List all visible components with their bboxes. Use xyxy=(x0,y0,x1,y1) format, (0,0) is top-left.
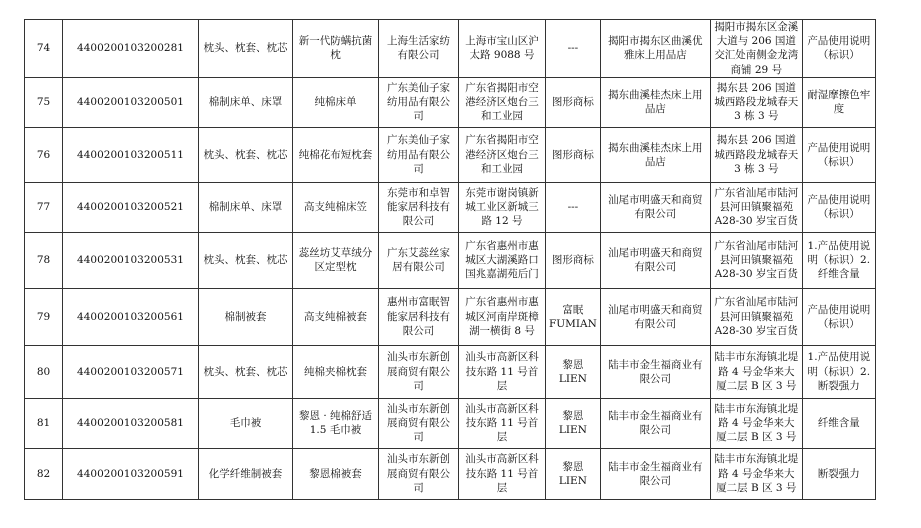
seller-address: 陆丰市东海镇北堤路 4 号金华来大厦二层 B 区 3 号 xyxy=(710,345,802,398)
product-name: 纯棉床单 xyxy=(293,77,379,127)
seller-name: 陆丰市金生福商业有限公司 xyxy=(600,448,710,499)
producer-address: 汕头市高新区科技东路 11 号首层 xyxy=(459,398,546,448)
nonconforming-item: 1.产品使用说明（标识）2.断裂强力 xyxy=(802,345,875,398)
table-row xyxy=(25,448,876,499)
trademark: 富眠 FUMIAN xyxy=(546,288,601,345)
product-category: 枕头、枕套、枕芯 xyxy=(199,345,293,398)
producer-name: 汕头市东新创展商贸有限公司 xyxy=(379,398,459,448)
nonconforming-item: 断裂强力 xyxy=(802,448,875,499)
seller-address: 广东省汕尾市陆河县河田镇聚福苑 A28-30 岁宝百货 xyxy=(710,288,802,345)
table-row xyxy=(25,77,876,127)
product-name: 纯棉花布短枕套 xyxy=(293,127,379,182)
trademark: 图形商标 xyxy=(546,127,601,182)
product-name: 纯棉夹棉枕套 xyxy=(293,345,379,398)
inspection-results-table xyxy=(24,19,876,500)
product-name: 黎恩 · 纯棉舒适 1.5 毛巾被 xyxy=(293,398,379,448)
trademark: 黎恩 LIEN xyxy=(546,398,601,448)
product-category: 棉制床单、床罩 xyxy=(199,182,293,232)
product-category: 化学纤维制被套 xyxy=(199,448,293,499)
product-name: 蕊丝坊艾草绒分区定型枕 xyxy=(293,232,379,288)
sample-code: 4400200103200521 xyxy=(63,182,199,232)
producer-name: 上海生活家纺有限公司 xyxy=(379,20,459,78)
row-number: 75 xyxy=(25,77,63,127)
sample-code: 4400200103200581 xyxy=(63,398,199,448)
table-row xyxy=(25,288,876,345)
nonconforming-item: 产品使用说明（标识） xyxy=(802,182,875,232)
product-category: 棉制被套 xyxy=(199,288,293,345)
seller-name: 揭阳市揭东区曲溪优雅床上用品店 xyxy=(600,20,710,78)
sample-code: 4400200103200501 xyxy=(63,77,199,127)
seller-name: 陆丰市金生福商业有限公司 xyxy=(600,398,710,448)
product-name: 高支纯棉床笠 xyxy=(293,182,379,232)
product-category: 棉制床单、床罩 xyxy=(199,77,293,127)
sample-code: 4400200103200571 xyxy=(63,345,199,398)
nonconforming-item: 产品使用说明（标识） xyxy=(802,20,875,78)
trademark: 黎恩 LIEN xyxy=(546,345,601,398)
product-name: 高支纯棉被套 xyxy=(293,288,379,345)
seller-name: 汕尾市明盛天和商贸有限公司 xyxy=(600,232,710,288)
producer-address: 汕头市高新区科技东路 11 号首层 xyxy=(459,345,546,398)
table-row xyxy=(25,232,876,288)
producer-name: 东莞市和卓智能家居科技有限公司 xyxy=(379,182,459,232)
nonconforming-item: 1.产品使用说明（标识）2.纤维含量 xyxy=(802,232,875,288)
product-category: 毛巾被 xyxy=(199,398,293,448)
seller-address: 广东省汕尾市陆河县河田镇聚福苑 A28-30 岁宝百货 xyxy=(710,182,802,232)
seller-name: 陆丰市金生福商业有限公司 xyxy=(600,345,710,398)
producer-name: 广东美仙子家纺用品有限公司 xyxy=(379,77,459,127)
sample-code: 4400200103200561 xyxy=(63,288,199,345)
nonconforming-item: 产品使用说明（标识） xyxy=(802,288,875,345)
producer-name: 广东艾蕊丝家居有限公司 xyxy=(379,232,459,288)
seller-name: 汕尾市明盛天和商贸有限公司 xyxy=(600,288,710,345)
product-name: 新一代防螨抗菌枕 xyxy=(293,20,379,78)
nonconforming-item: 耐湿摩擦色牢度 xyxy=(802,77,875,127)
seller-address: 陆丰市东海镇北堤路 4 号金华来大厦二层 B 区 3 号 xyxy=(710,398,802,448)
producer-address: 汕头市高新区科技东路 11 号首层 xyxy=(459,448,546,499)
producer-name: 汕头市东新创展商贸有限公司 xyxy=(379,345,459,398)
seller-name: 揭东曲溪桂杰床上用品店 xyxy=(600,77,710,127)
sample-code: 4400200103200511 xyxy=(63,127,199,182)
producer-name: 广东美仙子家纺用品有限公司 xyxy=(379,127,459,182)
trademark: 图形商标 xyxy=(546,232,601,288)
product-category: 枕头、枕套、枕芯 xyxy=(199,232,293,288)
producer-address: 上海市宝山区沪太路 9088 号 xyxy=(459,20,546,78)
trademark: 图形商标 xyxy=(546,77,601,127)
nonconforming-item: 产品使用说明（标识） xyxy=(802,127,875,182)
nonconforming-item: 纤维含量 xyxy=(802,398,875,448)
seller-address: 广东省汕尾市陆河县河田镇聚福苑 A28-30 岁宝百货 xyxy=(710,232,802,288)
trademark: --- xyxy=(546,20,601,78)
table-row xyxy=(25,127,876,182)
table-row xyxy=(25,345,876,398)
producer-name: 惠州市富眠智能家居科技有限公司 xyxy=(379,288,459,345)
producer-address: 东莞市谢岗镇新城工业区新城三路 12 号 xyxy=(459,182,546,232)
row-number: 82 xyxy=(25,448,63,499)
trademark: 黎恩 LIEN xyxy=(546,448,601,499)
row-number: 77 xyxy=(25,182,63,232)
producer-address: 广东省惠州市惠城区河南岸斑樟湖一横街 8 号 xyxy=(459,288,546,345)
seller-address: 揭阳市揭东区金溪大道与 206 国道交汇处南侧金龙湾商铺 29 号 xyxy=(710,20,802,78)
row-number: 78 xyxy=(25,232,63,288)
table-row xyxy=(25,182,876,232)
sample-code: 4400200103200591 xyxy=(63,448,199,499)
sample-code: 4400200103200281 xyxy=(63,20,199,78)
seller-address: 揭东县 206 国道城西路段龙城春天 3 栋 3 号 xyxy=(710,127,802,182)
producer-address: 广东省揭阳市空港经济区炮台三和工业园 xyxy=(459,127,546,182)
row-number: 74 xyxy=(25,20,63,78)
row-number: 76 xyxy=(25,127,63,182)
product-category: 枕头、枕套、枕芯 xyxy=(199,127,293,182)
sample-code: 4400200103200531 xyxy=(63,232,199,288)
table-row xyxy=(25,20,876,78)
product-name: 黎恩棉被套 xyxy=(293,448,379,499)
row-number: 80 xyxy=(25,345,63,398)
seller-name: 汕尾市明盛天和商贸有限公司 xyxy=(600,182,710,232)
producer-name: 汕头市东新创展商贸有限公司 xyxy=(379,448,459,499)
product-category: 枕头、枕套、枕芯 xyxy=(199,20,293,78)
row-number: 79 xyxy=(25,288,63,345)
seller-address: 陆丰市东海镇北堤路 4 号金华来大厦二层 B 区 3 号 xyxy=(710,448,802,499)
trademark: --- xyxy=(546,182,601,232)
producer-address: 广东省揭阳市空港经济区炮台三和工业园 xyxy=(459,77,546,127)
seller-name: 揭东曲溪桂杰床上用品店 xyxy=(600,127,710,182)
seller-address: 揭东县 206 国道城西路段龙城春天 3 栋 3 号 xyxy=(710,77,802,127)
table-row xyxy=(25,398,876,448)
row-number: 81 xyxy=(25,398,63,448)
producer-address: 广东省惠州市惠城区大湖溪路口国兆嘉湖苑后门 xyxy=(459,232,546,288)
